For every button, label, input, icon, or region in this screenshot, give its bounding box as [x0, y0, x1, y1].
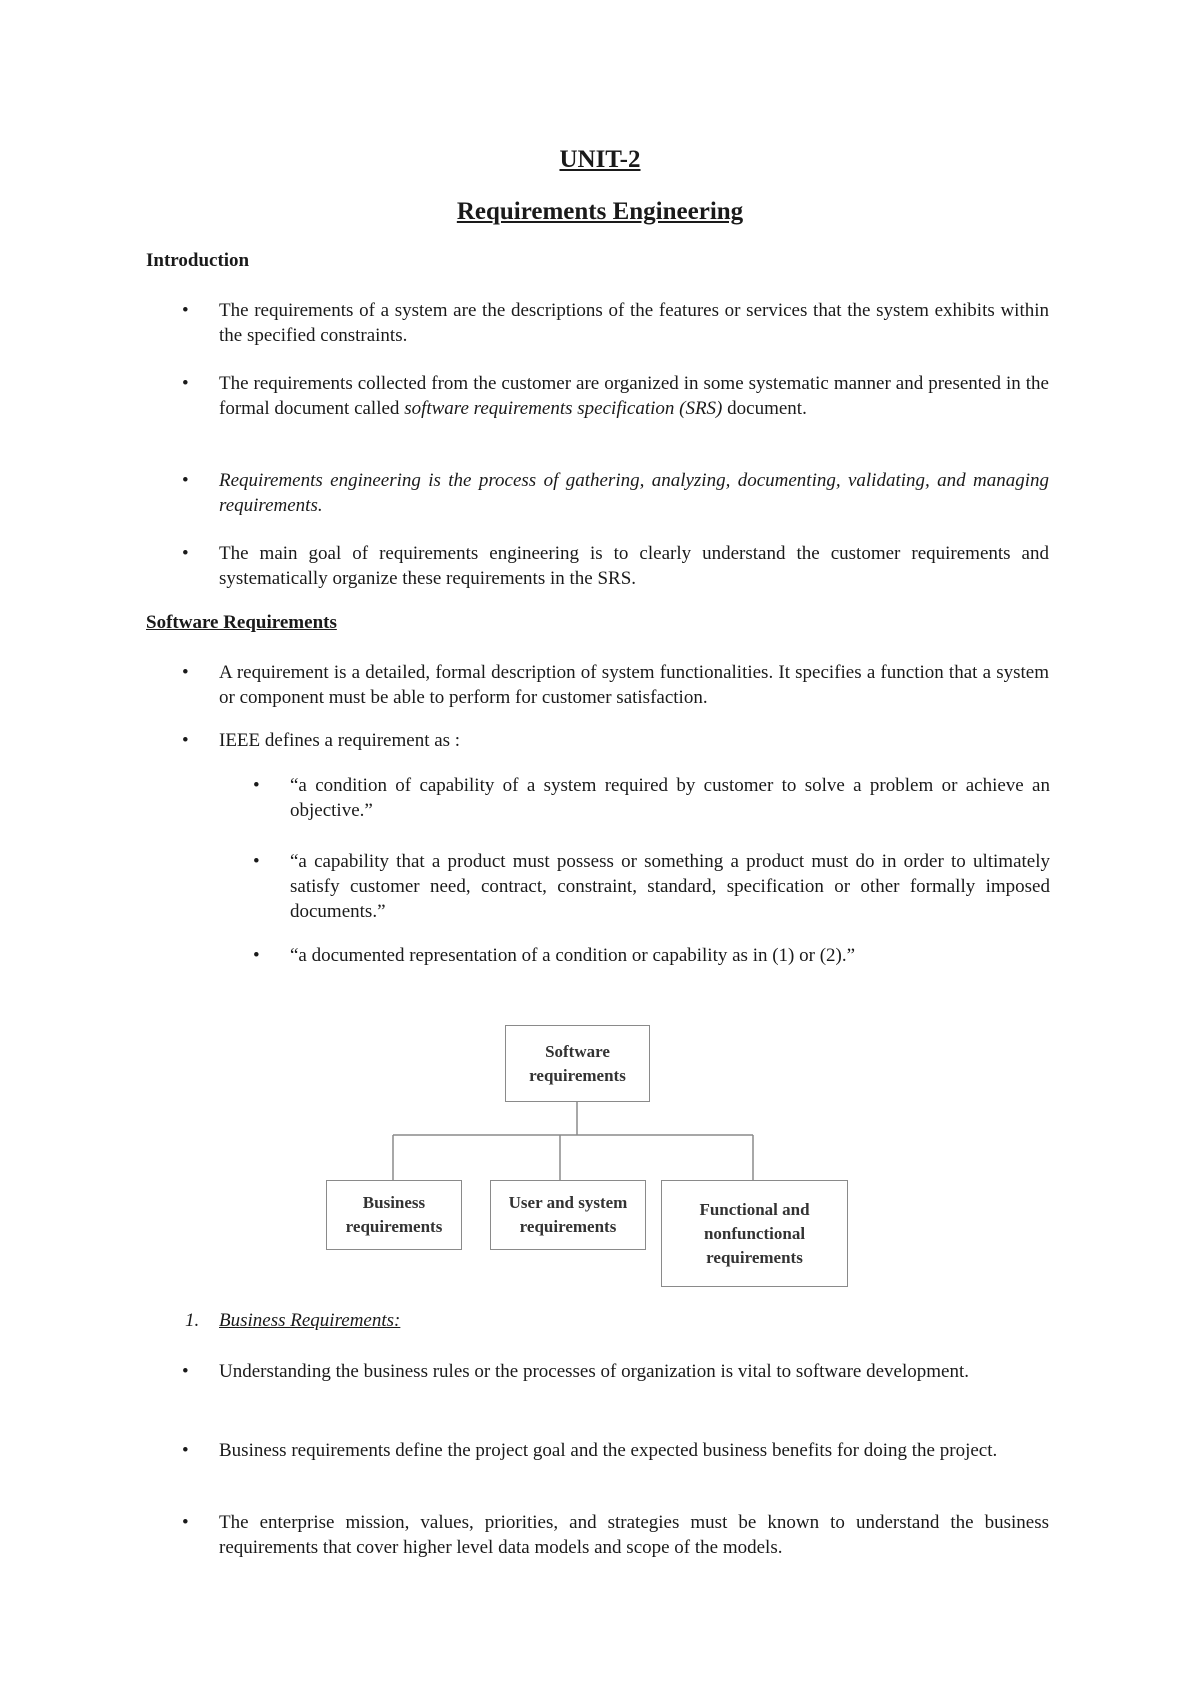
business-requirements-heading: Business Requirements: — [219, 1310, 401, 1331]
functional-nonfunctional-requirements-box: Functional and nonfunctional requirements — [661, 1180, 848, 1287]
software-requirements-box: Software requirements — [505, 1025, 650, 1102]
software-requirements-heading: Software Requirements — [146, 612, 337, 633]
ieee-definition-3: “a documented representation of a condition or capability as in (1) or (2).” — [290, 945, 856, 966]
intro-bullet-1: The requirements of a system are the descriptions of the features or services that the system exhibits within the specified constraints. — [219, 300, 1049, 346]
business-bullet-3: The enterprise mission, values, priorities, and strategies must be known to understand the business requirements that cover higher level data models and scope of the models. — [219, 1512, 1049, 1558]
business-bullet-1: Understanding the business rules or the processes of organization is vital to software development. — [219, 1361, 969, 1382]
user-system-requirements-box: User and system requirements — [490, 1180, 646, 1250]
swreq-bullet-1: A requirement is a detailed, formal description of system functionalities. It specifies a function that a system or component must be able to perform for customer satisfaction. — [219, 662, 1049, 708]
bullet-icon: • — [182, 1440, 189, 1461]
intro-bullet-2 — [219, 371, 1049, 421]
bullet-icon: • — [182, 1361, 189, 1382]
introduction-heading: Introduction — [146, 250, 250, 271]
ieee-definition-1: “a condition of capability of a system required by customer to solve a problem or achieve an objective.” — [290, 775, 1050, 821]
bullet-icon: • — [182, 470, 189, 491]
bullet-icon: • — [182, 1512, 189, 1533]
intro-bullet-2-end: document. — [727, 398, 807, 419]
intro-bullet-3: Requirements engineering is the process of gathering, analyzing, documenting, validating, and managing requirements. — [219, 470, 1049, 516]
ieee-definition-2: “a capability that a product must possess or something a product must do in order to ultimately satisfy customer need, contract, constraint, standard, specification or other formally imposed documents.” — [290, 851, 1050, 922]
bullet-icon: • — [182, 543, 189, 564]
page-title: Requirements Engineering — [456, 198, 744, 225]
bullet-icon: • — [182, 373, 189, 394]
bullet-icon: • — [182, 662, 189, 683]
sub-bullet-icon: • — [253, 945, 260, 966]
intro-bullet-4: The main goal of requirements engineering is to clearly understand the customer requirements and systematically organize these requirements in the SRS. — [219, 543, 1049, 589]
srs-term: software requirements specification (SRS) — [404, 398, 723, 419]
intro-bullet-2-text: The requirements collected from the customer are organized in some systematic manner and presented in the formal document called — [219, 373, 1049, 419]
sub-bullet-icon: • — [253, 775, 260, 796]
bullet-icon: • — [182, 300, 189, 321]
section-number: 1. — [185, 1310, 200, 1331]
unit-title: UNIT-2 — [559, 146, 641, 173]
business-bullet-2: Business requirements define the project goal and the expected business benefits for doing the project. — [219, 1440, 998, 1461]
swreq-bullet-2: IEEE defines a requirement as : — [219, 730, 461, 751]
bullet-icon: • — [182, 730, 189, 751]
business-requirements-box: Business requirements — [326, 1180, 462, 1250]
sub-bullet-icon: • — [253, 851, 260, 872]
